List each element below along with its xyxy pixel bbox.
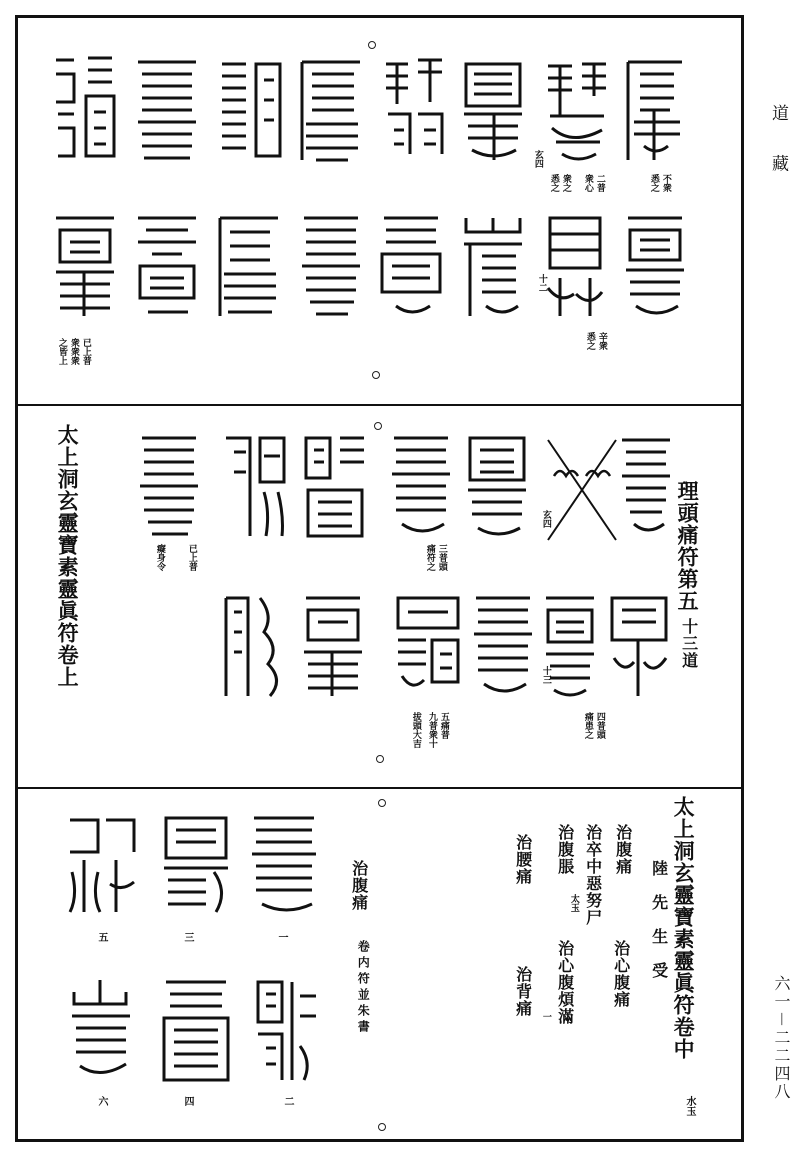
- cure-title: 治心腹痛: [611, 940, 631, 1008]
- section-title: 理頭痛符第五: [675, 480, 701, 612]
- note-text: 衆衆衆: [68, 338, 79, 365]
- binding-hole: [378, 799, 386, 807]
- talisman-seal: [158, 976, 234, 1086]
- note-text: 悉之: [548, 174, 559, 192]
- note-text: 玄四: [532, 150, 543, 168]
- crossed-out-mark: [544, 436, 620, 544]
- note-text: 四普頭: [594, 712, 605, 739]
- panel-divider-1: [15, 404, 744, 406]
- note-text: 二普: [594, 174, 605, 192]
- talisman-seal: [252, 976, 322, 1086]
- talisman-seal: [540, 592, 600, 702]
- section-count: 十三道: [679, 618, 699, 669]
- talisman-seal: [300, 432, 370, 542]
- talisman-seal: [540, 212, 610, 322]
- talisman-seal: [132, 56, 202, 166]
- note-text: 衆心: [582, 174, 593, 192]
- talisman-seal: [392, 592, 464, 702]
- margin-page-number: 六一－二二四八: [772, 975, 791, 1102]
- group-note: 卷内符並朱書: [356, 940, 371, 1036]
- talisman-seal: [298, 592, 368, 702]
- count-note: 水玉: [684, 1096, 695, 1116]
- talisman-seal: [386, 432, 456, 542]
- binding-hole: [378, 1123, 386, 1131]
- note-text: 已上普: [80, 338, 91, 365]
- talisman-number: 六: [96, 1096, 107, 1106]
- page-frame: [15, 15, 744, 1142]
- cure-title: 治心腹煩滿: [555, 940, 575, 1025]
- cure-title: 治腹痛: [613, 824, 633, 875]
- note-text: 痛患之: [582, 712, 593, 739]
- author-line: 陸 先 生 受: [649, 860, 669, 979]
- talisman-seal: [132, 212, 202, 322]
- cure-title: 治卒中惡努尸: [583, 824, 603, 926]
- talisman-number: 二: [282, 1096, 293, 1106]
- talisman-seal: [64, 812, 140, 918]
- count-note: 太玉: [568, 894, 579, 912]
- talisman-seal: [458, 56, 528, 166]
- note-text: 衆之: [560, 174, 571, 192]
- margin-book-title: 道 藏: [768, 104, 788, 186]
- note-text: 悉之: [584, 332, 595, 350]
- note-text: 不衆: [660, 174, 671, 192]
- count-note: 一: [540, 1012, 551, 1021]
- note-text: 悉之: [648, 174, 659, 192]
- talisman-seal: [468, 592, 538, 702]
- group-title: 治腹痛: [349, 860, 369, 911]
- talisman-number: 三: [182, 932, 193, 942]
- note-text: 之皆上: [56, 338, 67, 365]
- talisman-seal: [50, 212, 120, 322]
- talisman-seal: [380, 54, 448, 166]
- note-text: 已上普: [186, 544, 197, 571]
- note-text: 十二: [536, 274, 547, 292]
- note-text: 玄四: [540, 510, 551, 528]
- talisman-seal: [296, 212, 366, 322]
- cure-title: 治腰痛: [513, 834, 533, 885]
- talisman-seal: [66, 976, 136, 1086]
- talisman-seal: [216, 56, 286, 166]
- note-text: 九普衆十: [426, 712, 437, 748]
- talisman-seal: [50, 52, 120, 164]
- talisman-seal: [376, 212, 446, 322]
- talisman-seal: [214, 212, 284, 322]
- talisman-seal: [158, 812, 234, 918]
- scroll-title: 太上洞玄靈寶素靈眞符卷上: [55, 424, 81, 688]
- talisman-seal: [134, 432, 204, 542]
- talisman-number: 一: [276, 932, 287, 942]
- talisman-seal: [620, 56, 690, 166]
- note-text: 癡身令: [154, 544, 165, 571]
- note-text: 十三: [540, 666, 551, 684]
- talisman-seal: [604, 592, 674, 702]
- talisman-seal: [620, 212, 690, 322]
- scroll-title: 太上洞玄靈寶素靈眞符卷中: [671, 796, 697, 1060]
- note-text: 五痛普: [438, 712, 449, 739]
- note-text: 辛衆: [596, 332, 607, 350]
- binding-hole: [372, 371, 380, 379]
- binding-hole: [368, 41, 376, 49]
- talisman-number: 四: [182, 1096, 193, 1106]
- talisman-seal: [296, 56, 366, 166]
- panel-divider-2: [15, 787, 744, 789]
- note-text: 三普頭: [436, 544, 447, 571]
- talisman-seal: [246, 812, 322, 918]
- talisman-seal: [616, 432, 676, 542]
- talisman-seal: [462, 432, 532, 542]
- cure-title: 治背痛: [513, 966, 533, 1017]
- talisman-seal: [458, 212, 528, 322]
- talisman-seal: [220, 592, 290, 702]
- note-text: 拔頭大吉: [410, 712, 421, 748]
- binding-hole: [374, 422, 382, 430]
- talisman-number: 五: [96, 932, 107, 942]
- note-text: 痛符之: [424, 544, 435, 571]
- cure-title: 治腹脹: [555, 824, 575, 875]
- talisman-seal: [542, 56, 612, 166]
- binding-hole: [376, 755, 384, 763]
- talisman-seal: [220, 432, 290, 542]
